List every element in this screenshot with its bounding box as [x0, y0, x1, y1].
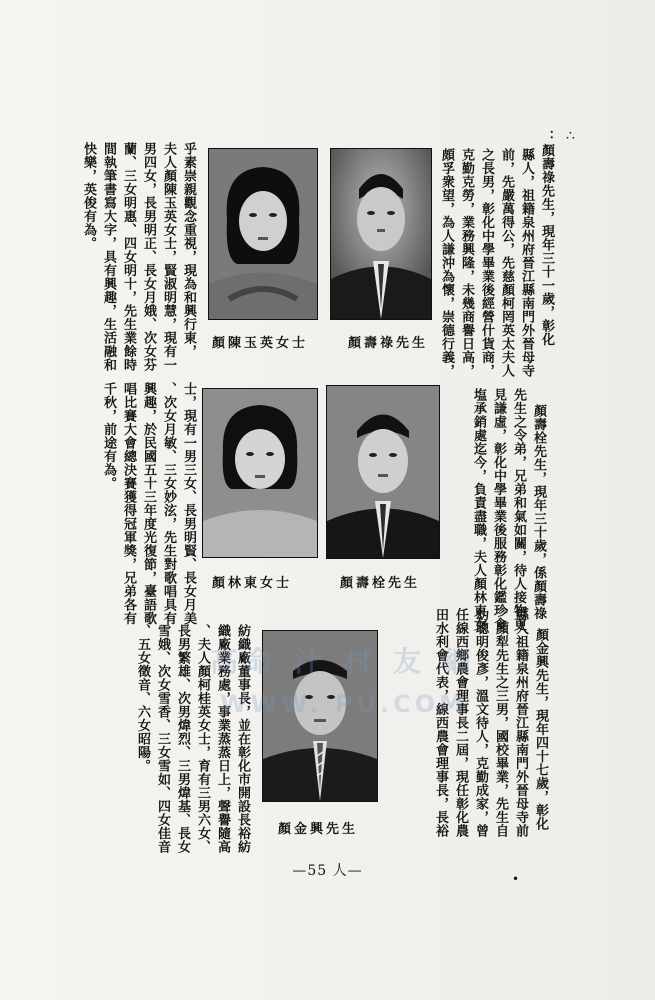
bio2-left-col-3: 興趣，於民國五十三年度光復節，臺語歌 [141, 382, 156, 625]
bio3-left-col-2: 織廠業務處，事業蒸蒸日上，聲譽隨高 [215, 624, 230, 854]
photo-yan-chen-yuying [208, 148, 318, 320]
watermark-line-1: 高命 汁 村 友 網 [210, 645, 477, 678]
bio2-left-col-5: 千秋，前途有為。 [101, 382, 116, 490]
caption-yan-lin-dong: 顏林東女士 [212, 576, 293, 591]
bio2-left-col-1: 士，現有一男三女、長男明賢、長女月美 [181, 382, 196, 625]
bio3-main-col-6: 田水利會代表，線西農會理事長，長裕 [433, 608, 448, 838]
page-number: —55 人— [292, 863, 363, 879]
bio1-left-col-6: 快樂，英俊有為。 [81, 142, 96, 250]
bio2-main-col-1: 顏壽栓先生，現年三十歲，係顏壽祿 [531, 404, 546, 620]
bio3-left-col-4: 長男繁雄、次男煒烈、三男煒基、長女 [175, 624, 190, 854]
bio1-main-col-5: 克勤克勞，業務興隆，未幾商譽日高， [459, 148, 474, 378]
bio3-main-col-1: 顏金興先生，現年四十七歲，彰化 [533, 628, 548, 831]
bio1-main-col-6: 頗孚衆望，為人謙沖為懷，崇德行義， [439, 148, 454, 378]
photo-yan-lin-dong [202, 388, 318, 558]
bio3-main-col-2: 縣人祖籍泉州府晉江縣南門外晉母寺前 [513, 608, 528, 838]
bio1-left-col-2: 夫人顏陳玉英女士，賢淑明慧，現有一 [161, 142, 176, 372]
bio1-main-col-1: ：顏壽祿先生，現年三十一歲，彰化 [539, 130, 554, 346]
bio2-main-col-4: 塩承銷處迄今，負責盡職，夫人顏林東女 [471, 388, 486, 631]
bio2-main-col-2: 先生之令弟，兄弟和氣如關，待人接物更 [511, 388, 526, 631]
bio1-left-col-4: 蘭、三女明惠、四女明十，先生業餘時 [121, 142, 136, 372]
bio3-main-col-4: 幼聰明俊彥，溫文待人，克勤成家，曾 [473, 608, 488, 838]
stray-mark: • [512, 872, 520, 886]
caption-yan-chen-yuying: 顏陳玉英女士 [212, 336, 309, 351]
bio1-left-col-5: 間執筆書寫大字，具有興趣，生活融和 [101, 142, 116, 372]
bio3-main-col-3: ，顏犁先生之三男，國校畢業，先生自 [493, 608, 508, 838]
bio1-left-col-3: 男四女，長男明正、長女月娥、次女芬 [141, 142, 156, 372]
bio1-left-col-1: 乎素崇親觀念重視，現為和興行東， [181, 142, 196, 358]
bio3-main-col-5: 任線西鄉農會理事長二屆，現任彰化農 [453, 608, 468, 838]
photo-yan-shoulu [330, 148, 432, 320]
photo-yan-shoushuan [326, 385, 440, 559]
bio1-main-col-4: 之長男，彰化中學畢業後經營什貨商， [479, 148, 494, 378]
bio2-main-col-3: 見謙虛，彰化中學畢業後服務彰化鑑珍食 [491, 388, 506, 631]
bio2-left-col-4: 唱比賽大會總決賽獲得冠軍獎，兄弟各有 [121, 382, 136, 625]
bio1-main-col-2: 縣人，祖籍泉州府晉江縣南門外晉母寺 [519, 148, 534, 378]
caption-yan-shoushuan: 顏壽栓先生 [340, 576, 421, 591]
bio3-left-col-1: 紡織廠董事長，並在彰化市開設長裕紡 [235, 624, 250, 854]
bio3-left-col-3: 、夫人顏柯桂英女士，育有三男六女、 [195, 624, 210, 854]
caption-yan-jinxing: 顏金興先生 [278, 822, 359, 837]
watermark-line-2: WWW. PU.COM [220, 690, 468, 718]
bio3-left-col-6: 、五女徵音、六女昭陽。 [135, 624, 150, 773]
bio3-left-col-5: 雪娥、次女雪香、三女雪如、四女佳音 [155, 624, 170, 854]
bio1-main-col-3: 前，先嚴萬得公，先慈顏柯罔英太夫人 [499, 148, 514, 378]
caption-yan-shoulu: 顏壽祿先生 [348, 336, 429, 351]
bio2-left-col-2: 、次女月敏、三女妙泫，先生對歌唱具有 [161, 382, 176, 625]
bullet-mark: ∴ [566, 128, 575, 144]
